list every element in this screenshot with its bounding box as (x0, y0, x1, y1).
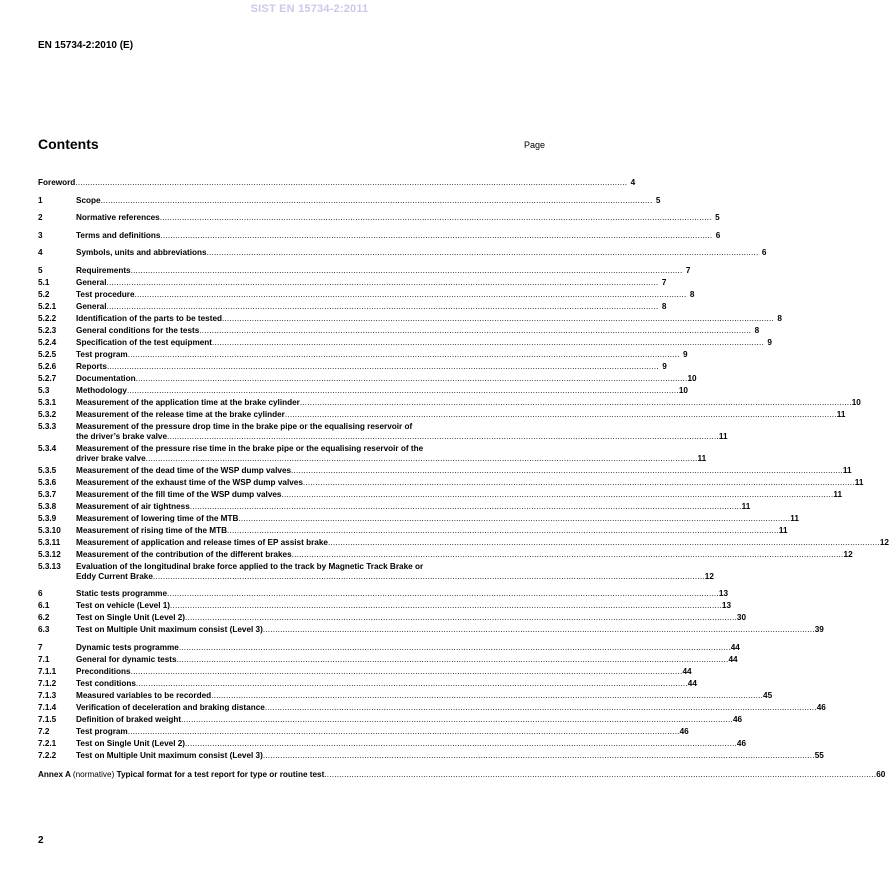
toc-leader-dots (107, 302, 659, 312)
toc-entry-title-line: Measurement of the pressure drop time in the brake pipe or the equalising reservoir of (76, 421, 413, 431)
toc-leader-dots (292, 550, 844, 560)
toc-entry-page: 6 (761, 248, 767, 257)
toc-leader-dots (153, 572, 705, 582)
toc-entry-number: 5.2.6 (38, 361, 57, 371)
toc-entry-title-block (76, 562, 714, 582)
toc-leader-dots (265, 703, 817, 713)
toc-entry-number: 5.3.9 (38, 513, 57, 523)
toc-entry-page: 11 (790, 513, 799, 523)
toc-entry-number: 5.3.13 (38, 561, 61, 571)
toc-entry-title: Normative references (76, 213, 160, 222)
toc-entry-page: 9 (767, 337, 772, 347)
toc-leader-dots (227, 526, 779, 536)
toc-leader-dots (160, 213, 712, 223)
toc-entry-number: 7.1 (38, 654, 50, 664)
toc-entry-number: 5.3.12 (38, 549, 61, 559)
toc-entry-page: 9 (662, 361, 667, 371)
toc-entry[interactable] (38, 689, 773, 701)
toc-leader-dots (128, 727, 680, 737)
toc-leader-dots (300, 398, 852, 408)
toc-leader-dots (181, 715, 733, 725)
toc-entry[interactable] (38, 372, 697, 384)
toc-entry[interactable] (38, 725, 689, 737)
toc-leader-dots (127, 386, 679, 396)
toc-entry[interactable] (38, 512, 799, 524)
toc-entry-title-line: Eddy Current Brake (76, 571, 153, 581)
toc-entry-title: Measurement of the contribution of the different brakes (76, 549, 292, 559)
toc-entry-page: 11 (833, 489, 843, 499)
toc-entry-number: 7.2.2 (38, 750, 57, 760)
toc-entry-title: Test program (76, 726, 128, 736)
document-id: EN 15734-2:2010 (E) (38, 40, 134, 51)
toc-entry[interactable] (38, 288, 695, 300)
toc-entry[interactable] (38, 176, 636, 188)
toc-entry-page: 11 (854, 477, 864, 487)
toc-leader-dots (211, 691, 763, 701)
toc-entry-title: Static tests programme (76, 589, 168, 598)
toc-leader-dots (177, 655, 729, 665)
toc-entry-title: Test conditions (76, 678, 136, 688)
annex-prefix: Annex A (38, 769, 71, 779)
toc-entry-number: 4 (38, 248, 43, 257)
toc-entry-page: 8 (754, 325, 760, 335)
toc-entry-title: General (76, 277, 107, 287)
toc-entry-title: Measurement of application and release times of EP assist brake (76, 537, 328, 547)
toc-entry[interactable] (38, 312, 782, 324)
toc-entry-number: 5.2.5 (38, 349, 57, 359)
toc-entry[interactable] (38, 396, 861, 408)
toc-leader-dots (167, 432, 719, 442)
toc-entry-page: 45 (763, 690, 773, 700)
toc-entry-title: Measurement of rising time of the MTB (76, 525, 228, 535)
toc-entry[interactable] (38, 488, 843, 500)
toc-entry-page: 9 (683, 349, 688, 359)
toc-entry-number: 7.1.4 (38, 702, 57, 712)
toc-entry-title: Test on Multiple Unit maximum consist (Level 3) (76, 750, 263, 760)
toc-leader-dots (170, 601, 722, 611)
toc-entry[interactable] (38, 384, 688, 396)
toc-entry[interactable] (38, 623, 824, 635)
toc-leader-dots (199, 326, 751, 336)
toc-entry-title: Measurement of air tightness (76, 501, 190, 511)
toc-entry-number: 7.1.1 (38, 666, 57, 676)
toc-entry[interactable] (38, 653, 738, 665)
toc-entry-number: 5.3.1 (38, 397, 57, 407)
toc-entry-number: 6.1 (38, 601, 50, 610)
toc-entry-page: 10 (678, 385, 688, 395)
toc-entry-number: 5.2.2 (38, 313, 57, 323)
toc-entry-page: 44 (730, 642, 740, 652)
toc-entry-page: 10 (851, 397, 861, 407)
toc-entry-title: Test procedure (76, 289, 135, 299)
toc-entry-number: 5.3.5 (38, 465, 57, 475)
toc-entry-title-line: Measurement of the pressure rise time in the brake pipe or the equalising reservoir of the (76, 443, 424, 453)
toc-entry[interactable] (38, 701, 826, 713)
toc-leader-dots (131, 667, 683, 677)
toc-entry-number: 7.1.3 (38, 690, 57, 700)
toc-entry-title: Specification of the test equipment (76, 337, 213, 347)
toc-entry-number: 5.3.2 (38, 409, 57, 419)
toc-entry[interactable] (38, 264, 691, 276)
toc-entry-page: 39 (814, 625, 824, 634)
toc-entry-page: 46 (679, 726, 689, 736)
toc-entry-number: 5.3.8 (38, 501, 57, 511)
toc-entry-number: 5.3 (38, 385, 50, 395)
toc-entry[interactable] (38, 587, 728, 599)
toc-entry[interactable] (38, 599, 732, 611)
toc-entry[interactable] (38, 476, 864, 488)
toc-entry-title: Test on Multiple Unit maximum consist (Level 3) (76, 625, 263, 634)
toc-entry-title-line: Evaluation of the longitudinal brake force applied to the track by Magnetic Track Brake or (76, 561, 424, 571)
toc-entry-title-line: driver brake valve (76, 453, 146, 463)
toc-entry[interactable] (38, 420, 728, 442)
toc-entry-page: 10 (687, 373, 697, 383)
toc-entry-title: Foreword (38, 178, 76, 187)
toc-entry[interactable] (38, 713, 743, 725)
toc-entry-title: Dynamic tests programme (76, 642, 179, 652)
toc-entry-page: 7 (685, 265, 691, 275)
toc-entry-title: Definition of braked weight (76, 714, 182, 724)
toc-entry-number: 2 (38, 213, 43, 222)
toc-entry[interactable] (38, 408, 846, 420)
toc-leader-dots (263, 625, 815, 635)
toc-entry-title: Measured variables to be recorded (76, 690, 212, 700)
toc-entry-number: 3 (38, 230, 43, 240)
toc-entry[interactable] (38, 548, 853, 560)
toc-leader-dots (146, 454, 698, 464)
toc-entry-page: 11 (718, 431, 728, 441)
toc-entry-title: Measurement of the exhaust time of the WSP dump valves (76, 477, 303, 487)
toc-entry-title: Methodology (76, 385, 127, 395)
toc-entry-title-line: the driver’s brake valve (76, 431, 168, 441)
toc-leader-dots (179, 643, 731, 653)
toc-leader-dots (128, 350, 680, 360)
toc-entry-title: Test on vehicle (Level 1) (76, 601, 171, 610)
toc-entry-page: 4 (630, 178, 636, 187)
toc-entry-number: 5.3.6 (38, 477, 57, 487)
toc-entry-number: 1 (38, 195, 43, 205)
page-column-label: Page (523, 140, 545, 150)
table-of-contents (38, 176, 889, 780)
toc-entry[interactable] (38, 360, 667, 372)
toc-entry[interactable] (38, 677, 697, 689)
toc-leader-dots (207, 248, 759, 258)
toc-entry-title: Measurement of the application time at the brake cylinder (76, 397, 300, 407)
toc-leader-dots (303, 478, 855, 488)
toc-leader-dots (190, 502, 742, 512)
toc-leader-dots (75, 178, 627, 188)
toc-entry[interactable] (38, 276, 667, 288)
toc-entry-title: Measurement of lowering time of the MTB (76, 513, 239, 523)
toc-entry-page: 11 (842, 465, 852, 475)
toc-leader-dots (282, 490, 834, 500)
toc-leader-dots (285, 410, 837, 420)
toc-entry-page: 30 (736, 613, 747, 622)
toc-entry[interactable] (38, 348, 688, 360)
toc-entry-page: 6 (715, 230, 721, 240)
toc-entry-page: 11 (741, 501, 751, 511)
toc-entry-title: Measurement of the release time at the brake cylinder (76, 409, 285, 419)
toc-entry-number: 5.2 (38, 289, 50, 299)
toc-entry-page: 8 (689, 289, 695, 299)
toc-entry-number: 5.2.4 (38, 337, 57, 347)
watermark: SIST EN 15734-2:2011 (250, 3, 369, 15)
toc-leader-dots (136, 679, 688, 689)
toc-leader-dots (101, 196, 653, 206)
toc-entry-title: Identification of the parts to be tested (76, 313, 223, 323)
annex-qualifier: (normative) (72, 769, 115, 779)
toc-entry-number: 6.3 (38, 625, 50, 634)
toc-entry-page: 5 (655, 195, 661, 205)
toc-entry-title: Test on Single Unit (Level 2) (76, 738, 186, 748)
toc-entry-number: 5.3.11 (38, 537, 61, 547)
toc-entry[interactable] (38, 500, 751, 512)
toc-entry[interactable] (38, 442, 707, 464)
toc-entry-title: Measurement of the fill time of the WSP dump valves (76, 489, 282, 499)
toc-entry-title (38, 770, 324, 780)
toc-entry-title: Measurement of the dead time of the WSP dump valves (76, 465, 292, 475)
toc-entry-page: 11 (836, 409, 846, 419)
toc-entry[interactable] (38, 246, 767, 258)
toc-entry-page: 8 (661, 301, 667, 311)
toc-leader-dots (167, 589, 719, 599)
toc-entry-title-block (76, 422, 728, 442)
toc-leader-dots (185, 739, 737, 749)
toc-entry-page: 13 (721, 601, 732, 610)
toc-entry-page: 8 (777, 313, 782, 323)
toc-entry-number: 7.2 (38, 726, 50, 736)
toc-leader-dots (291, 466, 843, 476)
toc-entry-number: 5.2.3 (38, 325, 57, 335)
toc-entry-number: 5.2.7 (38, 373, 57, 383)
toc-entry-number: 5.3.7 (38, 489, 57, 499)
toc-entry-number: 7.1.2 (38, 678, 57, 688)
toc-entry-title: Verification of deceleration and braking distance (76, 702, 265, 712)
toc-entry-page: 55 (814, 750, 824, 760)
toc-entry[interactable] (38, 229, 721, 241)
toc-entry[interactable] (38, 464, 852, 476)
toc-entry-page: 46 (732, 714, 743, 724)
toc-entry[interactable] (38, 300, 667, 312)
toc-entry[interactable] (38, 336, 772, 348)
toc-entry-title: Reports (76, 361, 107, 371)
toc-entry-number: 5 (38, 265, 43, 275)
toc-entry-number: 5.3.4 (38, 443, 57, 453)
toc-leader-dots (185, 613, 737, 623)
toc-entry-page: 5 (715, 213, 720, 222)
toc-entry-number: 5.3.10 (38, 525, 61, 535)
toc-leader-dots (135, 290, 687, 300)
toc-entry-title: Documentation (76, 373, 136, 383)
toc-entry-page: 60 (876, 769, 886, 779)
toc-entry[interactable] (38, 560, 714, 582)
toc-entry-number: 5.2.1 (38, 301, 57, 311)
toc-leader-dots (238, 514, 790, 524)
toc-entry[interactable] (38, 611, 747, 623)
toc-entry-title: General conditions for the tests (76, 325, 200, 335)
toc-entry-number: 5.1 (38, 277, 50, 287)
toc-entry-number: 7 (38, 642, 43, 652)
toc-entry-page: 7 (661, 277, 667, 287)
toc-leader-dots (107, 278, 659, 288)
toc-entry-number: 7.2.1 (38, 738, 57, 748)
toc-entry-title: Requirements (76, 265, 131, 275)
toc-entry[interactable] (38, 536, 889, 548)
toc-entry-page: 12 (704, 571, 714, 581)
toc-entry-number: 6.2 (38, 613, 50, 622)
toc-leader-dots (263, 751, 815, 761)
annex-title: Typical format for a test report for type or routine test (116, 769, 325, 779)
toc-entry-page: 46 (736, 738, 747, 748)
toc-leader-dots (328, 538, 880, 548)
toc-entry-title: Scope (76, 195, 101, 205)
toc-leader-dots (107, 362, 659, 372)
toc-entry[interactable] (38, 749, 824, 761)
toc-entry-title: Preconditions (76, 666, 131, 676)
toc-entry-page: 12 (879, 537, 889, 547)
toc-entry[interactable] (38, 324, 760, 336)
toc-entry-title: Test program (76, 349, 128, 359)
toc-entry-number: 6 (38, 589, 43, 598)
toc-entry[interactable] (38, 665, 692, 677)
toc-entry-page: 44 (687, 678, 697, 688)
toc-entry[interactable] (38, 737, 747, 749)
toc-entry-title-block (76, 444, 706, 464)
toc-entry-page: 44 (728, 654, 738, 664)
toc-entry[interactable] (38, 524, 788, 536)
toc-entry-title: General (76, 301, 107, 311)
toc-entry-page: 46 (816, 702, 826, 712)
toc-entry-number: 7.1.5 (38, 714, 57, 724)
toc-entry-page: 11 (778, 525, 788, 535)
toc-entry-page: 44 (682, 666, 692, 676)
toc-entry-number: 5.3.3 (38, 421, 57, 431)
toc-leader-dots (136, 374, 688, 384)
toc-entry-title: Terms and definitions (76, 230, 161, 240)
toc-entry-page: 11 (697, 453, 707, 463)
toc-leader-dots (324, 770, 876, 780)
contents-heading: Contents (38, 136, 99, 152)
toc-entry-title: Symbols, units and abbreviations (76, 248, 207, 257)
page-number: 2 (38, 835, 44, 846)
toc-entry[interactable] (38, 194, 661, 206)
toc-leader-dots (222, 314, 774, 324)
toc-leader-dots (131, 266, 683, 276)
toc-entry-annex[interactable] (38, 768, 886, 780)
toc-entry-title: Test on Single Unit (Level 2) (76, 613, 186, 622)
toc-entry-title: General for dynamic tests (76, 654, 177, 664)
toc-entry[interactable] (38, 211, 720, 223)
toc-entry-page: 12 (843, 549, 853, 559)
toc-leader-dots (160, 231, 712, 241)
toc-entry-page: 13 (718, 589, 728, 598)
toc-entry[interactable] (38, 641, 740, 653)
toc-leader-dots (212, 338, 764, 348)
